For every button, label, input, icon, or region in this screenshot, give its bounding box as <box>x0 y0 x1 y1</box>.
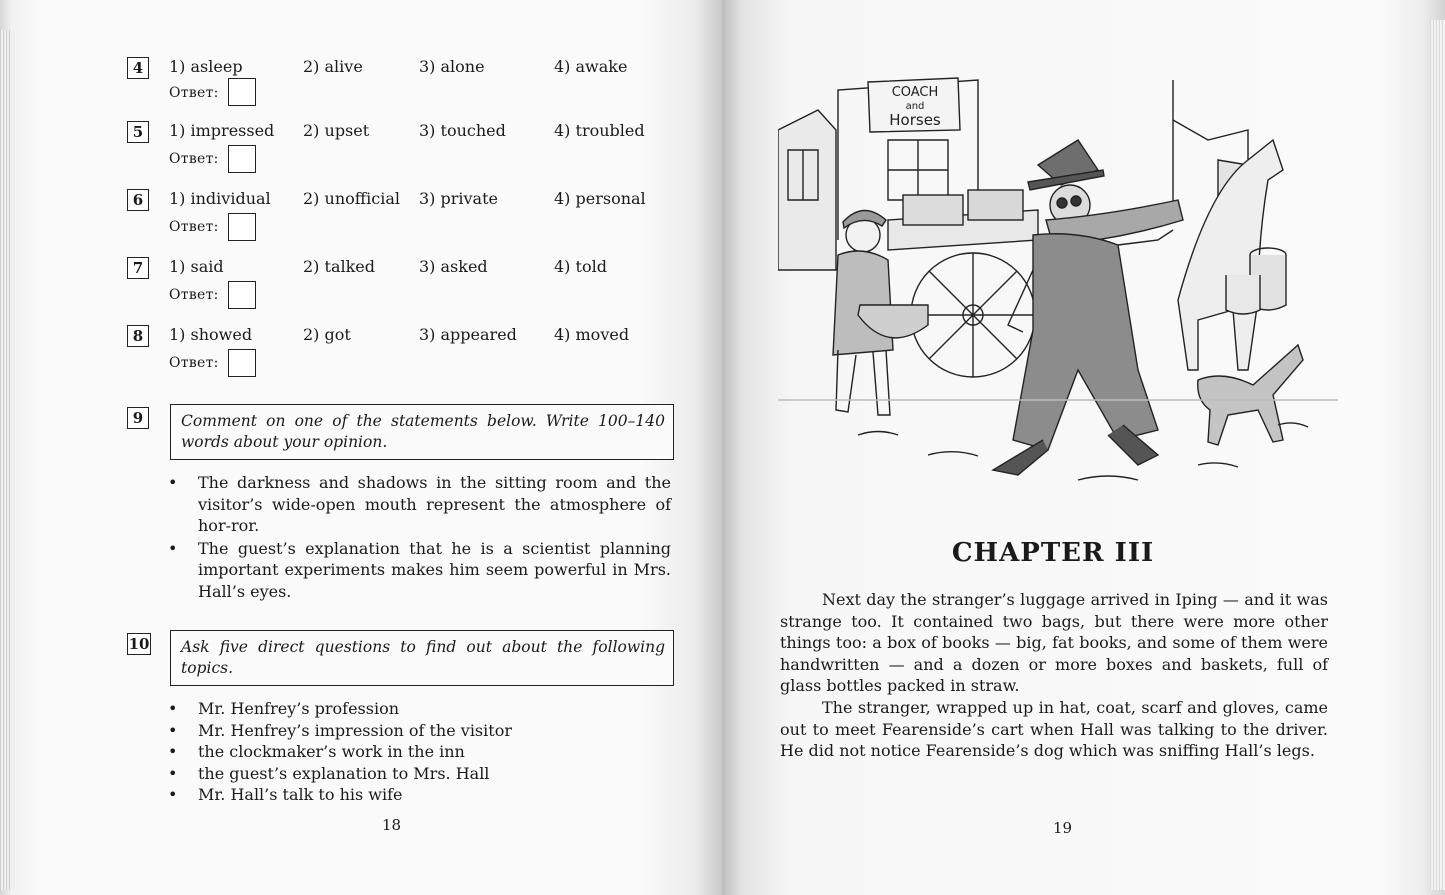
option-4: 4) personal <box>554 189 646 208</box>
answer-label: Ответ: <box>169 287 219 303</box>
option-4: 4) awake <box>554 57 628 76</box>
option-3: 3) appeared <box>419 325 517 344</box>
option-2: 2) unofficial <box>303 189 400 208</box>
list-item: • The darkness and shadows in the sitting room and the visitor’s wide-open mouth represent the atmosphere of hor-ror. <box>168 472 671 537</box>
list-item: • The guest’s explanation that he is a scientist planning important experiments makes him seem powerful in Mrs. Hall’s eyes. <box>168 538 671 603</box>
boy-coat <box>833 251 893 355</box>
question-number: 6 <box>127 189 149 211</box>
task-10-topics <box>168 698 671 806</box>
question-number: 5 <box>127 121 149 143</box>
option-3: 3) private <box>419 189 498 208</box>
boy-legs <box>836 350 890 415</box>
answer-label: Ответ: <box>169 219 219 235</box>
option-4: 4) moved <box>554 325 630 344</box>
luggage-bag <box>903 195 963 225</box>
task-10-instruction: Ask five direct questions to find out about the following topics. <box>170 630 674 686</box>
chapter-illustration <box>778 70 1338 510</box>
left-house <box>778 110 836 270</box>
list-item: • the clockmaker’s work in the inn <box>168 741 671 763</box>
answer-label: Ответ: <box>169 151 219 167</box>
page-edges-left <box>0 30 12 890</box>
paragraph-2: The stranger, wrapped up in hat, coat, scarf and gloves, came out to meet Fearenside’s cart when Hall was talking to the driver. He did not notice Fearenside’s dog which was sniffing Hall’s legs. <box>780 698 1328 761</box>
list-item: • Mr. Henfrey’s profession <box>168 698 671 720</box>
option-4: 4) troubled <box>554 121 645 140</box>
page-number-left: 18 <box>382 816 402 834</box>
option-3: 3) alone <box>419 57 485 76</box>
inn-window <box>888 140 948 200</box>
sign-text-line1: COACH <box>891 85 939 100</box>
option-2: 2) talked <box>303 257 375 276</box>
answer-box-7[interactable] <box>228 281 256 309</box>
answer-box-8[interactable] <box>228 349 256 377</box>
task-9-instruction: Comment on one of the statements below. Write 100–140 words about your opinion. <box>170 404 674 460</box>
answer-box-4[interactable] <box>228 78 256 106</box>
option-3: 3) touched <box>419 121 506 140</box>
list-item: • Mr. Henfrey’s impression of the visitor <box>168 720 671 742</box>
luggage-bag-2 <box>968 190 1023 220</box>
dog <box>1198 345 1303 445</box>
sign-text-line2: and <box>905 101 925 112</box>
question-number: 10 <box>128 635 150 653</box>
option-1: 1) individual <box>169 189 271 208</box>
chapter-title: CHAPTER III <box>951 538 1155 568</box>
option-4: 4) told <box>554 257 607 276</box>
answer-label: Ответ: <box>169 355 219 371</box>
list-item: • the guest’s explanation to Mrs. Hall <box>168 763 671 785</box>
option-2: 2) upset <box>303 121 370 140</box>
question-number: 8 <box>127 325 149 347</box>
answer-label: Ответ: <box>169 85 219 101</box>
task-9-statements <box>168 472 671 602</box>
option-2: 2) got <box>303 325 351 344</box>
answer-box-6[interactable] <box>228 213 256 241</box>
stranger-coat <box>1013 234 1158 450</box>
option-1: 1) asleep <box>169 57 243 76</box>
option-2: 2) alive <box>303 57 363 76</box>
question-number: 9 <box>127 407 149 429</box>
question-number: 4 <box>127 57 149 79</box>
sign-text-line3: Horses <box>889 111 941 129</box>
option-1: 1) showed <box>169 325 253 344</box>
option-1: 1) impressed <box>169 121 275 140</box>
paragraph-1: Next day the stranger’s luggage arrived in Iping — and it was strange too. It contained two bags, but there were more other things too: a box of books — big, fat books, and some of them were handwritten — and a dozen or more boxes and baskets, full of glass bottles packed in straw. <box>780 590 1328 696</box>
question-number: 7 <box>127 257 149 279</box>
list-item: • Mr. Hall’s talk to his wife <box>168 784 671 806</box>
answer-box-5[interactable] <box>228 145 256 173</box>
page-edges-right <box>1430 20 1445 890</box>
page-number-right: 19 <box>1053 819 1073 837</box>
option-1: 1) said <box>169 257 224 276</box>
option-3: 3) asked <box>419 257 488 276</box>
